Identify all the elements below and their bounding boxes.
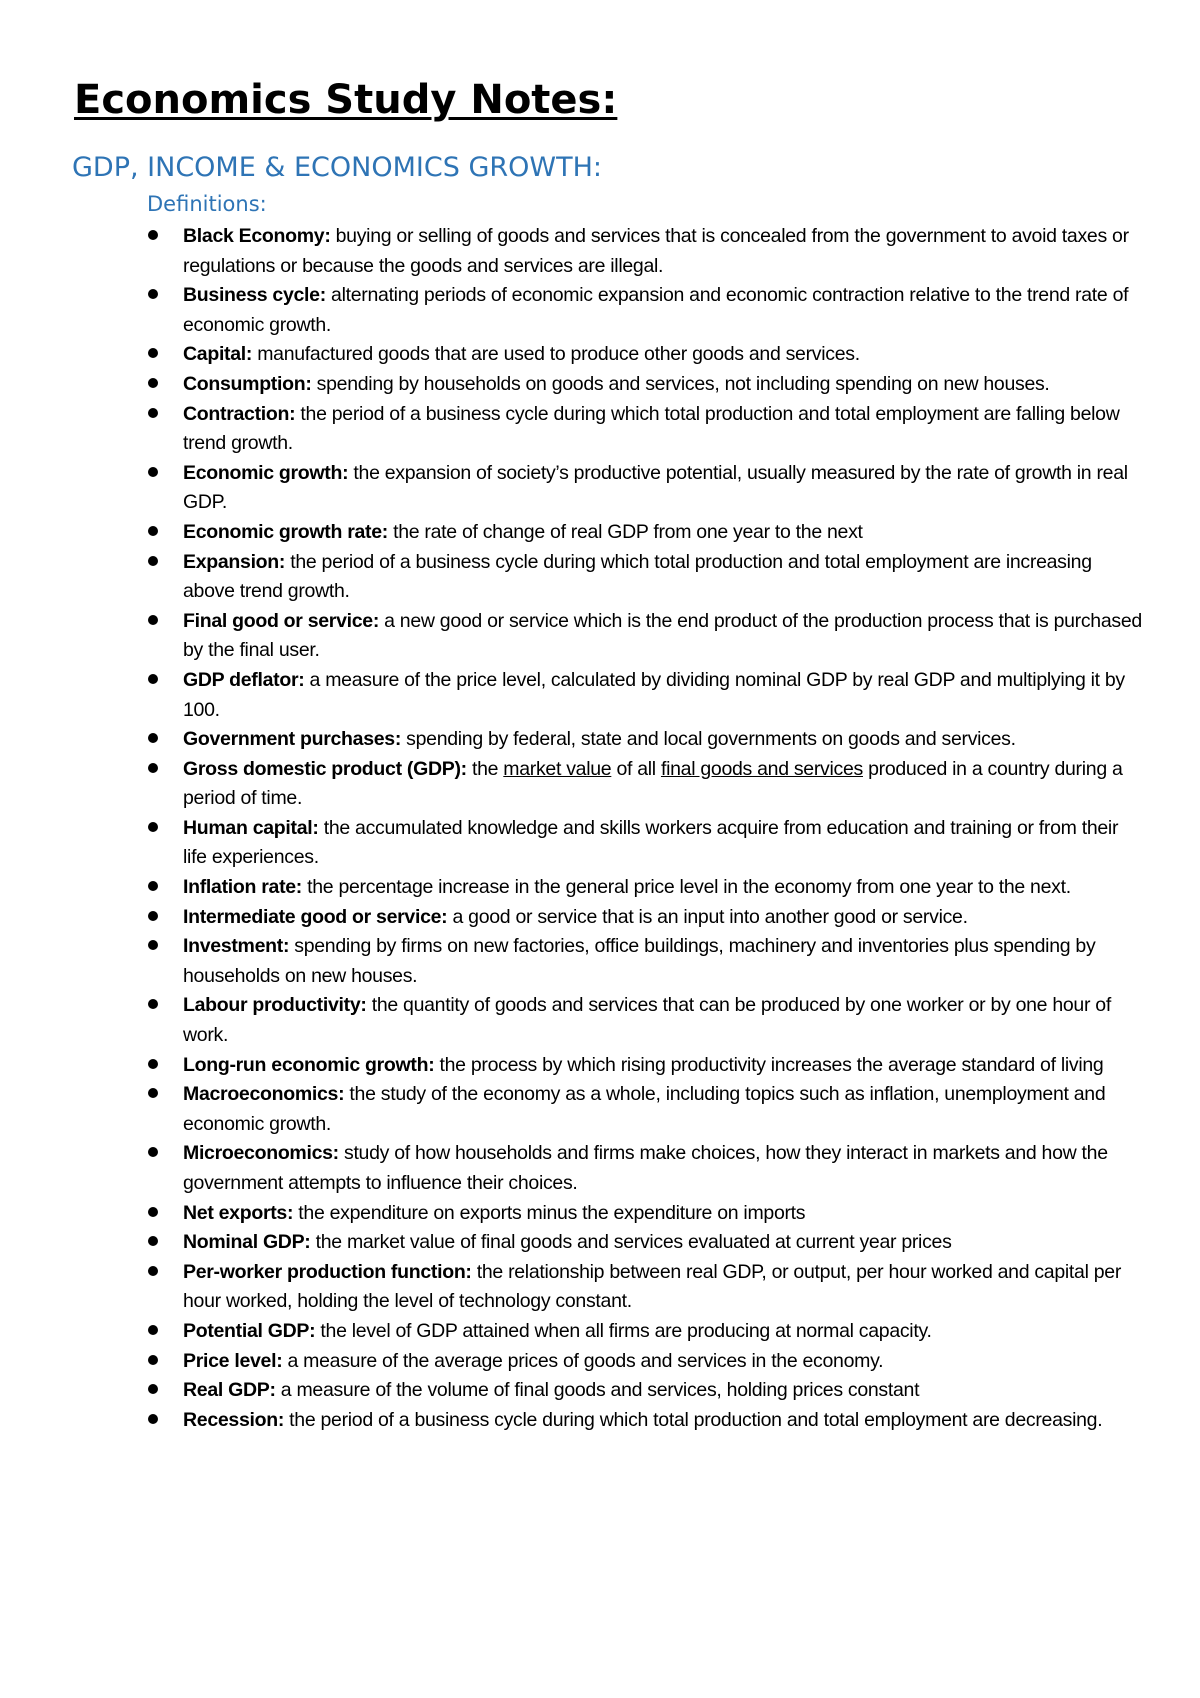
bullet-icon bbox=[148, 526, 158, 536]
definition-term: Black Economy: bbox=[183, 225, 331, 247]
bullet-icon bbox=[148, 1147, 158, 1157]
definition-text: the market value of final goods and services evaluated at current year prices bbox=[310, 1231, 952, 1254]
definition-term: Human capital: bbox=[183, 816, 319, 839]
definition-text: the period of a business cycle during which total production and total employment are increasing above trend growth. bbox=[183, 550, 1092, 603]
definition-term: Recession: bbox=[183, 1408, 285, 1431]
bullet-icon bbox=[148, 763, 158, 773]
definition-text: buying or selling of goods and services that is concealed from the government to avoid taxes or regulations or because the goods and services are illegal. bbox=[183, 225, 1129, 277]
definition-text: a measure of the volume of final goods and services, holding prices constant bbox=[275, 1379, 920, 1402]
bullet-icon bbox=[148, 615, 158, 625]
definition-text: spending by households on goods and services, not including spending on new houses. bbox=[311, 372, 1050, 395]
definition-term: Gross domestic product (GDP): bbox=[183, 757, 467, 780]
definition-term: Economic growth: bbox=[183, 461, 349, 484]
bullet-icon bbox=[148, 348, 158, 358]
bullet-icon bbox=[148, 911, 158, 921]
section-heading: GDP, INCOME & ECONOMICS GROWTH: bbox=[72, 152, 602, 183]
definition-item-government-purchases bbox=[0, 725, 1143, 755]
definition-text: the period of a business cycle during which total production and total employment are falling below trend growth. bbox=[183, 402, 1120, 455]
bullet-icon bbox=[148, 230, 158, 240]
definition-item-recession bbox=[0, 1406, 1143, 1436]
definition-item-gdp-deflator bbox=[0, 666, 1143, 725]
definition-term: Consumption: bbox=[183, 372, 312, 395]
definition-term: Long-run economic growth: bbox=[183, 1053, 435, 1076]
definition-text: the expansion of society’s productive potential, usually measured by the rate of growth in real GDP. bbox=[183, 461, 1128, 514]
bullet-icon bbox=[148, 999, 158, 1009]
definition-text: manufactured goods that are used to produce other goods and services. bbox=[252, 343, 860, 366]
definition-item-macroeconomics bbox=[0, 1080, 1143, 1139]
definition-item-potential-gdp bbox=[0, 1317, 1143, 1347]
definition-text: of all bbox=[611, 757, 661, 780]
definition-item-nominal-gdp bbox=[0, 1228, 1143, 1258]
definition-item-expansion bbox=[0, 548, 1143, 607]
definition-item-capital bbox=[0, 340, 1143, 370]
bullet-icon bbox=[148, 940, 158, 950]
bullet-icon bbox=[148, 1059, 158, 1069]
definition-item-consumption bbox=[0, 370, 1143, 400]
definition-text: the expenditure on exports minus the expenditure on imports bbox=[293, 1201, 806, 1224]
definition-item-economic-growth-rate bbox=[0, 518, 1143, 548]
definition-text: the process by which rising productivity increases the average standard of living bbox=[434, 1053, 1104, 1076]
definition-term: Business cycle: bbox=[183, 284, 326, 307]
bullet-icon bbox=[148, 822, 158, 832]
bullet-icon bbox=[148, 1236, 158, 1246]
definition-item-per-worker-production-function bbox=[0, 1258, 1143, 1317]
document-title: Economics Study Notes: bbox=[74, 77, 618, 123]
bullet-icon bbox=[148, 881, 158, 891]
definition-term: Government purchases: bbox=[183, 728, 402, 751]
bullet-icon bbox=[148, 1266, 158, 1276]
definition-text: the quantity of goods and services that can be produced by one worker or by one hour of work. bbox=[183, 994, 1111, 1047]
definition-text: a good or service that is an input into another good or service. bbox=[447, 905, 968, 928]
definition-term: Capital: bbox=[183, 343, 253, 366]
definition-term: Potential GDP: bbox=[183, 1319, 316, 1342]
bullet-icon bbox=[148, 1088, 158, 1098]
definition-term: Price level: bbox=[183, 1349, 283, 1372]
definition-text: the percentage increase in the general price level in the economy from one year to the next. bbox=[302, 876, 1071, 899]
definition-term: Final good or service: bbox=[183, 609, 380, 632]
bullet-icon bbox=[148, 556, 158, 566]
definition-term: Macroeconomics: bbox=[183, 1083, 345, 1106]
definition-term: GDP deflator: bbox=[183, 668, 305, 691]
definition-text: the study of the economy as a whole, including topics such as inflation, unemployment and economic growth. bbox=[183, 1083, 1106, 1135]
definition-item-gross-domestic-product bbox=[0, 755, 1143, 814]
definition-text: the bbox=[466, 757, 504, 780]
definition-term: Economic growth rate: bbox=[183, 520, 388, 543]
definition-term: Microeconomics: bbox=[183, 1142, 339, 1165]
bullet-icon bbox=[148, 674, 158, 684]
definition-text: a measure of the price level, calculated by dividing nominal GDP by real GDP and multiplying it by 100. bbox=[183, 668, 1125, 721]
definition-text: spending by firms on new factories, office buildings, machinery and inventories plus spending by households on new houses. bbox=[183, 935, 1096, 987]
bullet-icon bbox=[148, 733, 158, 743]
definition-term: Contraction: bbox=[183, 402, 296, 425]
definition-item-investment bbox=[0, 932, 1143, 991]
definition-term: Labour productivity: bbox=[183, 994, 367, 1017]
definition-item-human-capital bbox=[0, 814, 1143, 873]
definition-text: the period of a business cycle during which total production and total employment are decreasing. bbox=[284, 1408, 1103, 1431]
definition-item-labour-productivity bbox=[0, 991, 1143, 1050]
underlined-phrase: final goods and services bbox=[660, 757, 863, 780]
definition-item-inflation-rate bbox=[0, 873, 1143, 903]
definition-item-contraction bbox=[0, 400, 1143, 459]
bullet-icon bbox=[148, 467, 158, 477]
definition-text: produced in a country during a period of time. bbox=[183, 757, 1123, 810]
definition-term: Real GDP: bbox=[183, 1379, 276, 1402]
definition-text: study of how households and firms make choices, how they interact in markets and how the government attempts to influence their choices. bbox=[183, 1142, 1108, 1194]
definition-term: Net exports: bbox=[183, 1201, 294, 1224]
bullet-icon bbox=[148, 1414, 158, 1424]
definition-term: Per-worker production function: bbox=[183, 1260, 472, 1283]
definition-text: alternating periods of economic expansion and economic contraction relative to the trend rate of economic growth. bbox=[183, 284, 1129, 336]
definition-text: the level of GDP attained when all firms are producing at normal capacity. bbox=[315, 1319, 932, 1342]
definition-term: Expansion: bbox=[183, 550, 286, 573]
definition-text: spending by federal, state and local governments on goods and services. bbox=[401, 728, 1016, 751]
bullet-icon bbox=[148, 289, 158, 299]
subsection-heading: Definitions: bbox=[147, 192, 267, 216]
definition-item-microeconomics bbox=[0, 1139, 1143, 1198]
definition-text: the relationship between real GDP, or output, per hour worked and capital per hour worked, holding the level of technology constant. bbox=[183, 1260, 1122, 1313]
definition-item-net-exports bbox=[0, 1199, 1143, 1229]
definitions-list bbox=[0, 222, 1200, 1435]
definition-item-price-level bbox=[0, 1347, 1143, 1377]
definition-item-final-good-or-service bbox=[0, 607, 1143, 666]
definition-term: Intermediate good or service: bbox=[183, 905, 448, 928]
definition-item-real-gdp bbox=[0, 1376, 1143, 1406]
definition-text: the rate of change of real GDP from one year to the next bbox=[387, 520, 863, 543]
bullet-icon bbox=[148, 1384, 158, 1394]
definition-term: Nominal GDP: bbox=[183, 1231, 311, 1254]
definition-item-intermediate-good bbox=[0, 903, 1143, 933]
bullet-icon bbox=[148, 408, 158, 418]
definition-text: the accumulated knowledge and skills workers acquire from education and training or from their life experiences. bbox=[183, 816, 1119, 869]
definition-text: a new good or service which is the end product of the production process that is purchased by the final user. bbox=[183, 609, 1142, 662]
bullet-icon bbox=[148, 1355, 158, 1365]
definition-item-economic-growth bbox=[0, 459, 1143, 518]
underlined-phrase: market value bbox=[503, 757, 612, 780]
definition-item-long-run-economic-growth bbox=[0, 1051, 1143, 1081]
definition-item-business-cycle bbox=[0, 281, 1143, 340]
bullet-icon bbox=[148, 1325, 158, 1335]
definition-term: Inflation rate: bbox=[183, 876, 303, 899]
bullet-icon bbox=[148, 1207, 158, 1217]
definition-term: Investment: bbox=[183, 935, 290, 958]
bullet-icon bbox=[148, 378, 158, 388]
definition-text: a measure of the average prices of goods and services in the economy. bbox=[282, 1349, 884, 1372]
definition-item-black-economy bbox=[0, 222, 1143, 281]
